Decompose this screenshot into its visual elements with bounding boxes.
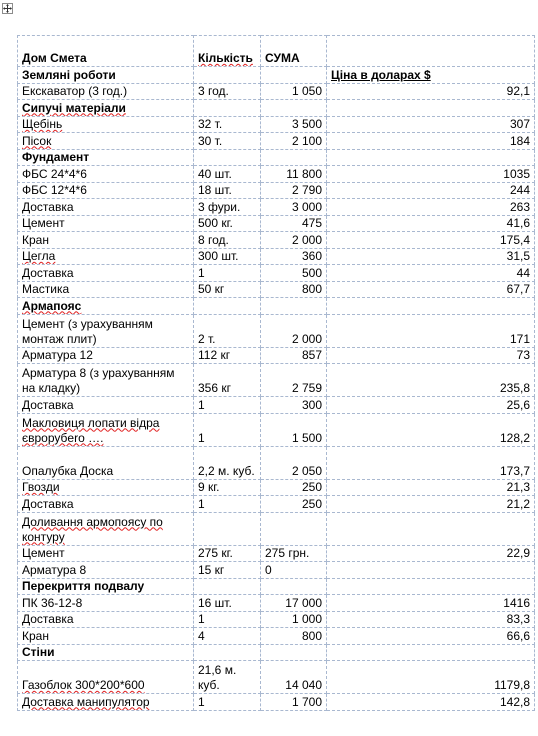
- usd-price-cell[interactable]: [327, 100, 535, 117]
- item-name-cell[interactable]: [18, 496, 194, 513]
- item-name: Доливання армопоясу по контуру: [22, 514, 163, 544]
- item-row: [18, 512, 535, 545]
- item-name: Кран: [22, 232, 49, 247]
- item-row: [18, 661, 535, 694]
- sum-cell[interactable]: [261, 578, 327, 595]
- item-row: [18, 314, 535, 347]
- item-name: Доставка: [22, 199, 74, 214]
- item-name: ФБС 12*4*6: [22, 183, 87, 197]
- item-row: [18, 248, 535, 265]
- sum: 1 700: [291, 694, 322, 709]
- sum: 1 500: [291, 430, 322, 445]
- usd-price-cell[interactable]: [327, 347, 535, 364]
- item-name: Щебінь: [22, 117, 63, 131]
- sum: 857: [301, 348, 322, 362]
- item-name-cell[interactable]: [18, 314, 194, 347]
- header-sum-cell[interactable]: [261, 36, 327, 67]
- sum-cell[interactable]: [261, 149, 327, 166]
- sum: 360: [301, 249, 322, 263]
- quantity-cell[interactable]: [194, 413, 261, 446]
- section-row: [18, 644, 535, 661]
- quantity-cell[interactable]: [194, 562, 261, 579]
- header-title-cell[interactable]: [18, 36, 194, 67]
- item-name: Кран: [22, 628, 49, 643]
- quantity-cell[interactable]: [194, 694, 261, 711]
- header-sum: СУМА: [265, 51, 300, 65]
- usd-price-cell[interactable]: [327, 133, 535, 150]
- item-name-cell[interactable]: [18, 446, 194, 479]
- sum-cell[interactable]: [261, 661, 327, 694]
- section-row: [18, 149, 535, 166]
- quantity-cell[interactable]: [194, 364, 261, 397]
- usd-price-cell[interactable]: [327, 694, 535, 711]
- item-name: Сипучі матеріали: [22, 100, 126, 115]
- quantity: 50 кг: [198, 282, 225, 296]
- usd-price-cell[interactable]: [327, 166, 535, 183]
- item-row: [18, 479, 535, 496]
- sum-cell[interactable]: [261, 248, 327, 265]
- sum: 3 000: [291, 199, 322, 214]
- usd-price: 25,6: [506, 397, 530, 412]
- usd-price: 21,3: [506, 480, 530, 494]
- item-row: [18, 232, 535, 249]
- usd-price-cell[interactable]: [327, 215, 535, 232]
- item-name-cell[interactable]: [18, 166, 194, 183]
- sum: 2 790: [291, 183, 322, 197]
- quantity: 16 шт.: [198, 595, 232, 610]
- item-name-cell[interactable]: [18, 100, 194, 117]
- quantity: 9 кг.: [198, 480, 220, 494]
- item-row: [18, 496, 535, 513]
- quantity-cell[interactable]: [194, 446, 261, 479]
- usd-price-cell[interactable]: [327, 83, 535, 100]
- quantity-cell[interactable]: [194, 166, 261, 183]
- item-name: Перекриття подвалу: [22, 579, 145, 593]
- item-row: [18, 446, 535, 479]
- sum-cell[interactable]: [261, 83, 327, 100]
- table-move-handle-icon[interactable]: [2, 3, 13, 14]
- sum: 300: [301, 397, 322, 412]
- usd-price-cell[interactable]: [327, 595, 535, 612]
- sum: 800: [301, 628, 322, 643]
- sum-cell[interactable]: [261, 166, 327, 183]
- item-row: [18, 694, 535, 711]
- item-row: [18, 281, 535, 298]
- sum-cell[interactable]: [261, 413, 327, 446]
- usd-price-cell[interactable]: [327, 265, 535, 282]
- usd-price: Ціна в доларах $: [331, 67, 431, 82]
- item-row: [18, 628, 535, 645]
- header-quantity: Кількість: [198, 51, 253, 65]
- quantity: 3 фури.: [198, 199, 241, 214]
- usd-price-cell[interactable]: [327, 446, 535, 479]
- usd-price-cell[interactable]: [327, 661, 535, 694]
- item-name-cell[interactable]: [18, 149, 194, 166]
- quantity: 2 т.: [198, 331, 216, 346]
- item-name-cell[interactable]: [18, 67, 194, 84]
- sum-cell[interactable]: [261, 314, 327, 347]
- usd-price-cell[interactable]: [327, 199, 535, 216]
- sum-cell[interactable]: [261, 67, 327, 84]
- item-row: [18, 595, 535, 612]
- item-row: [18, 413, 535, 446]
- item-name-cell[interactable]: [18, 562, 194, 579]
- item-name: Доставка: [22, 612, 74, 626]
- quantity-cell[interactable]: [194, 298, 261, 315]
- usd-price-cell[interactable]: [327, 496, 535, 513]
- sum: 3 500: [291, 117, 322, 131]
- usd-price: 41,6: [506, 216, 530, 230]
- quantity: 356 кг: [198, 381, 231, 395]
- quantity-cell[interactable]: [194, 595, 261, 612]
- quantity: 15 кг: [198, 562, 225, 577]
- usd-price-cell[interactable]: [327, 298, 535, 315]
- item-name-cell[interactable]: [18, 83, 194, 100]
- item-name-cell[interactable]: [18, 232, 194, 249]
- item-name: ФБС 24*4*6: [22, 166, 87, 181]
- item-name: Опалубка Доска: [22, 463, 114, 478]
- item-name-cell[interactable]: [18, 281, 194, 298]
- sum-cell[interactable]: [261, 364, 327, 397]
- quantity: 18 шт.: [198, 183, 232, 197]
- sum-cell[interactable]: [261, 199, 327, 216]
- sum-cell[interactable]: [261, 397, 327, 414]
- quantity: 4: [198, 628, 205, 643]
- item-row: [18, 347, 535, 364]
- quantity: 1: [198, 397, 205, 412]
- sum: 250: [301, 480, 322, 494]
- item-name-cell[interactable]: [18, 298, 194, 315]
- sum-cell[interactable]: [261, 281, 327, 298]
- quantity-cell[interactable]: [194, 100, 261, 117]
- usd-price: 171: [509, 331, 530, 346]
- usd-price-cell[interactable]: [327, 314, 535, 347]
- item-name-cell[interactable]: [18, 644, 194, 661]
- quantity-cell[interactable]: [194, 661, 261, 694]
- sum-cell[interactable]: [261, 644, 327, 661]
- usd-price-cell[interactable]: [327, 512, 535, 545]
- item-row: [18, 397, 535, 414]
- item-row: [18, 215, 535, 232]
- item-row: [18, 116, 535, 133]
- sum: 14 040: [285, 678, 322, 692]
- usd-price-cell[interactable]: [327, 149, 535, 166]
- sum-cell[interactable]: [261, 496, 327, 513]
- sum-cell[interactable]: [261, 265, 327, 282]
- item-row: [18, 83, 535, 100]
- item-name: Армапояс: [22, 298, 82, 313]
- sum: 11 800: [286, 166, 322, 181]
- item-row: [18, 182, 535, 199]
- usd-price: 244: [509, 183, 530, 197]
- item-name-cell[interactable]: [18, 364, 194, 397]
- section-row: [18, 67, 535, 84]
- item-name: ПК 36-12-8: [22, 595, 83, 610]
- usd-price-cell[interactable]: [327, 232, 535, 249]
- sum: 250: [301, 496, 322, 511]
- item-name: Фундамент: [22, 150, 90, 164]
- usd-price-cell[interactable]: [327, 248, 535, 265]
- sum-cell[interactable]: [261, 611, 327, 628]
- sum-cell[interactable]: [261, 446, 327, 479]
- quantity-cell[interactable]: [194, 116, 261, 133]
- quantity-cell[interactable]: [194, 628, 261, 645]
- sum-cell[interactable]: [261, 298, 327, 315]
- item-name: Макловиця лопати відра єврорубero ….: [22, 415, 160, 445]
- usd-price: 83,3: [506, 612, 530, 626]
- sum: 2 000: [291, 232, 322, 247]
- item-row: [18, 166, 535, 183]
- usd-price: 66,6: [506, 628, 530, 643]
- sum-cell[interactable]: [261, 694, 327, 711]
- item-name-cell[interactable]: [18, 628, 194, 645]
- sum-cell[interactable]: [261, 232, 327, 249]
- quantity-cell[interactable]: [194, 578, 261, 595]
- item-name-cell[interactable]: [18, 479, 194, 496]
- item-name-cell[interactable]: [18, 199, 194, 216]
- quantity-cell[interactable]: [194, 479, 261, 496]
- usd-price-cell[interactable]: [327, 281, 535, 298]
- sum-cell[interactable]: [261, 116, 327, 133]
- usd-price-cell[interactable]: [327, 364, 535, 397]
- item-row: [18, 611, 535, 628]
- item-row: [18, 133, 535, 150]
- sum: 0: [265, 562, 272, 577]
- item-row: [18, 199, 535, 216]
- sum-cell[interactable]: [261, 182, 327, 199]
- sum: 2 759: [291, 381, 322, 395]
- quantity-cell[interactable]: [194, 149, 261, 166]
- section-row: [18, 298, 535, 315]
- item-name: Стіни: [22, 645, 55, 659]
- item-row: [18, 545, 535, 562]
- item-name: Екскаватор (3 год.): [22, 84, 128, 98]
- item-name: Доставка: [22, 496, 74, 511]
- item-name: Мастика: [22, 282, 70, 296]
- sum: 1 000: [291, 612, 322, 626]
- quantity-cell[interactable]: [194, 545, 261, 562]
- quantity-cell[interactable]: [194, 199, 261, 216]
- item-name: Арматура 8: [22, 562, 87, 577]
- item-name: Земляні роботи: [22, 67, 116, 82]
- item-name-cell[interactable]: [18, 397, 194, 414]
- quantity: 8 год.: [198, 232, 229, 247]
- usd-price: 21,2: [506, 496, 530, 511]
- usd-price-cell[interactable]: [327, 182, 535, 199]
- sum-cell[interactable]: [261, 562, 327, 579]
- usd-price: 184: [509, 133, 530, 148]
- item-name-cell[interactable]: [18, 347, 194, 364]
- quantity-cell[interactable]: [194, 215, 261, 232]
- item-name-cell[interactable]: [18, 578, 194, 595]
- item-name: Доставка манипулятор: [22, 694, 150, 709]
- item-name-cell[interactable]: [18, 661, 194, 694]
- quantity: 3 год.: [198, 84, 229, 98]
- quantity: 1: [198, 265, 205, 280]
- sum-cell[interactable]: [261, 512, 327, 545]
- quantity-cell[interactable]: [194, 644, 261, 661]
- quantity-cell[interactable]: [194, 397, 261, 414]
- usd-price-cell[interactable]: [327, 562, 535, 579]
- header-extra-cell[interactable]: [327, 36, 535, 67]
- item-name-cell[interactable]: [18, 215, 194, 232]
- sum: 2 100: [291, 133, 322, 148]
- sum-cell[interactable]: [261, 628, 327, 645]
- quantity: 32 т.: [198, 117, 223, 131]
- sum-cell[interactable]: [261, 347, 327, 364]
- item-name: Цемент (з урахуванням монтаж плит): [22, 316, 153, 346]
- item-name-cell[interactable]: [18, 265, 194, 282]
- quantity-cell[interactable]: [194, 347, 261, 364]
- usd-price-cell[interactable]: [327, 67, 535, 84]
- usd-price-cell[interactable]: [327, 397, 535, 414]
- usd-price: 175,4: [499, 232, 530, 247]
- quantity: 1: [198, 430, 205, 445]
- quantity-cell[interactable]: [194, 314, 261, 347]
- usd-price: 235,8: [499, 381, 530, 395]
- sum: 2 000: [291, 331, 322, 346]
- header-title: Дом Смета: [22, 51, 87, 65]
- usd-price: 263: [509, 199, 530, 214]
- usd-price: 92,1: [506, 84, 530, 98]
- quantity: 21,6 м. куб.: [198, 663, 237, 692]
- usd-price: 1179,8: [494, 678, 530, 692]
- quantity-cell[interactable]: [194, 496, 261, 513]
- header-quantity-cell[interactable]: [194, 36, 261, 67]
- item-name: Гвозди: [22, 480, 60, 494]
- item-name-cell[interactable]: [18, 694, 194, 711]
- usd-price: 173,7: [499, 463, 530, 478]
- item-name: Пісок: [22, 133, 52, 148]
- usd-price-cell[interactable]: [327, 545, 535, 562]
- item-row: [18, 562, 535, 579]
- usd-price-cell[interactable]: [327, 578, 535, 595]
- usd-price-cell[interactable]: [327, 413, 535, 446]
- quantity-cell[interactable]: [194, 281, 261, 298]
- quantity-cell[interactable]: [194, 182, 261, 199]
- usd-price: 31,5: [506, 249, 530, 263]
- quantity-cell[interactable]: [194, 611, 261, 628]
- item-name: Газоблок 300*200*600: [22, 678, 145, 692]
- item-name: Цегла: [22, 249, 56, 263]
- quantity-cell[interactable]: [194, 232, 261, 249]
- item-name: Арматура 12: [22, 348, 93, 362]
- usd-price: 142,8: [499, 694, 530, 709]
- sum: 17 000: [285, 595, 322, 610]
- quantity: 300 шт.: [198, 249, 239, 263]
- quantity-cell[interactable]: [194, 265, 261, 282]
- quantity: 2,2 м. куб.: [198, 463, 255, 478]
- item-name-cell[interactable]: [18, 512, 194, 545]
- item-name-cell[interactable]: [18, 413, 194, 446]
- usd-price: 44: [516, 265, 530, 280]
- sum-cell[interactable]: [261, 100, 327, 117]
- quantity-cell[interactable]: [194, 248, 261, 265]
- usd-price: 73: [516, 348, 530, 362]
- item-name: Цемент: [22, 546, 65, 560]
- sum: 2 050: [291, 463, 322, 478]
- quantity-cell[interactable]: [194, 133, 261, 150]
- usd-price: 22,9: [506, 546, 530, 560]
- sum: 500: [301, 265, 322, 280]
- quantity: 112 кг: [198, 348, 231, 362]
- item-name-cell[interactable]: [18, 116, 194, 133]
- quantity: 1: [198, 496, 205, 511]
- sum: 475: [301, 216, 322, 230]
- table-header-row: [18, 36, 535, 67]
- usd-price: 128,2: [499, 430, 530, 445]
- item-name-cell[interactable]: [18, 182, 194, 199]
- quantity: 1: [198, 694, 205, 709]
- quantity: 275 кг.: [198, 546, 233, 560]
- sum: 800: [301, 282, 322, 296]
- item-row: [18, 265, 535, 282]
- item-name-cell[interactable]: [18, 248, 194, 265]
- item-name-cell[interactable]: [18, 133, 194, 150]
- sum-cell[interactable]: [261, 479, 327, 496]
- item-name: Доставка: [22, 397, 74, 412]
- section-row: [18, 578, 535, 595]
- sum-cell[interactable]: [261, 133, 327, 150]
- sum: 1 050: [291, 84, 322, 98]
- item-name-cell[interactable]: [18, 595, 194, 612]
- sum-cell[interactable]: [261, 545, 327, 562]
- usd-price: 1035: [503, 166, 530, 181]
- item-name-cell[interactable]: [18, 611, 194, 628]
- item-name: Цемент: [22, 216, 65, 230]
- usd-price: 1416: [503, 595, 530, 610]
- quantity: 500 кг.: [198, 216, 233, 230]
- item-name: Доставка: [22, 265, 74, 280]
- quantity-cell[interactable]: [194, 512, 261, 545]
- usd-price: 67,7: [506, 282, 530, 296]
- quantity-cell[interactable]: [194, 67, 261, 84]
- item-name-cell[interactable]: [18, 545, 194, 562]
- quantity: 1: [198, 612, 205, 626]
- usd-price-cell[interactable]: [327, 116, 535, 133]
- usd-price-cell[interactable]: [327, 628, 535, 645]
- usd-price-cell[interactable]: [327, 644, 535, 661]
- quantity: 40 шт.: [198, 166, 232, 181]
- quantity: 30 т.: [198, 133, 223, 148]
- usd-price: 307: [509, 117, 530, 131]
- quantity-cell[interactable]: [194, 83, 261, 100]
- usd-price-cell[interactable]: [327, 479, 535, 496]
- usd-price-cell[interactable]: [327, 611, 535, 628]
- item-row: [18, 364, 535, 397]
- item-name: Арматура 8 (з урахуванням на кладку): [22, 366, 175, 395]
- estimate-table: [17, 35, 535, 711]
- sum: 275 грн.: [265, 546, 310, 560]
- sum-cell[interactable]: [261, 215, 327, 232]
- sum-cell[interactable]: [261, 595, 327, 612]
- section-row: [18, 100, 535, 117]
